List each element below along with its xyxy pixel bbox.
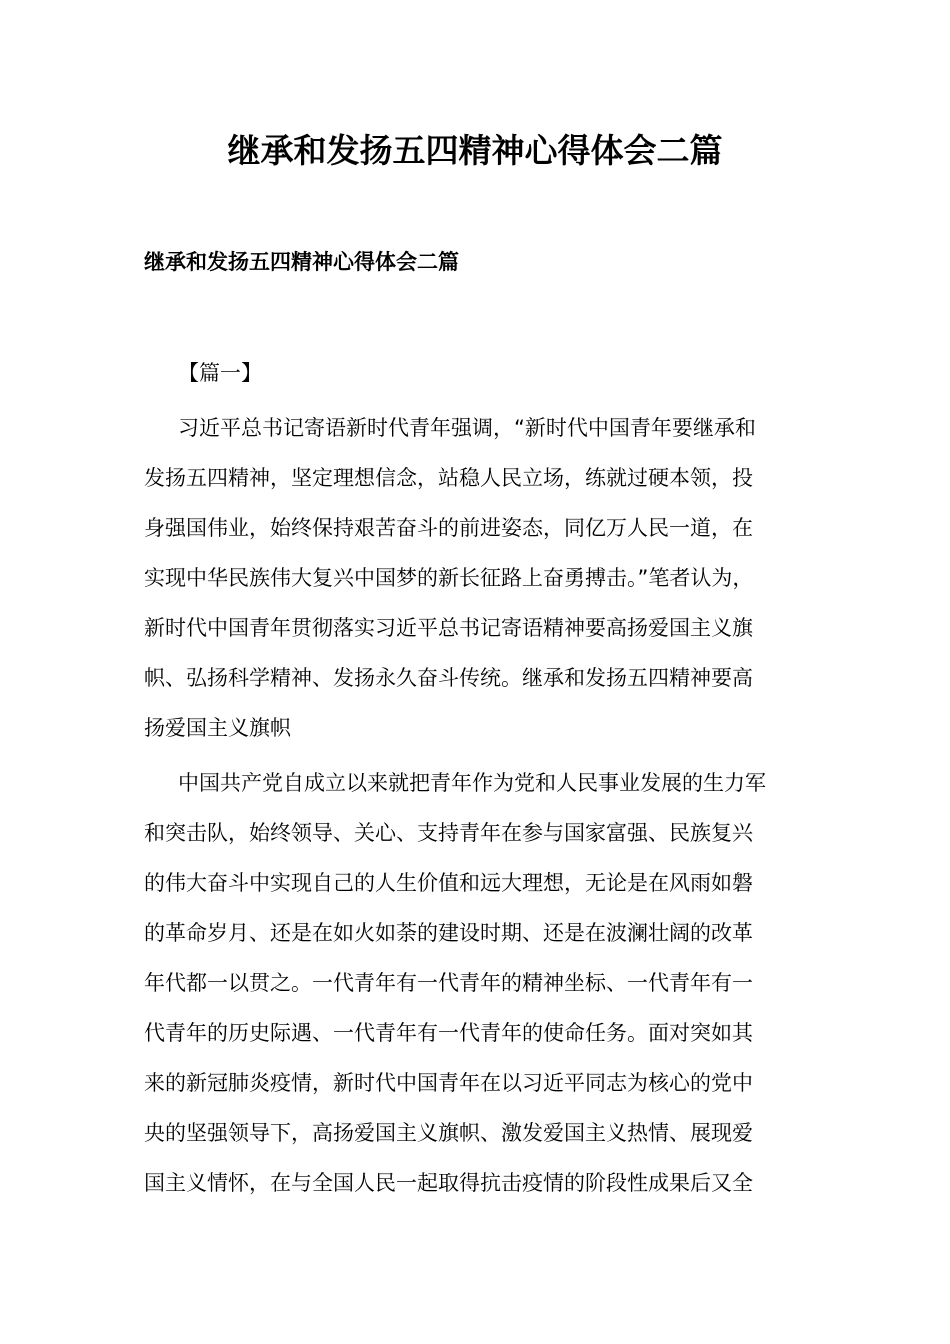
paragraph-2-line: 来的新冠肺炎疫情，新时代中国青年在以习近平同志为核心的党中 [144,1071,753,1095]
paragraph-2-line: 中国共产党自成立以来就把青年作为党和人民事业发展的生力军 [178,771,766,795]
paragraph-1-line: 实现中华民族伟大复兴中国梦的新长征路上奋勇搏击。”笔者认为， [144,566,754,590]
paragraph-2-line: 央的坚强领导下，高扬爱国主义旗帜、激发爱国主义热情、展现爱 [144,1121,753,1145]
section-label: 【篇一】 [178,361,262,385]
document-subtitle: 继承和发扬五四精神心得体会二篇 [144,250,459,274]
paragraph-2-line: 的伟大奋斗中实现自己的人生价值和远大理想，无论是在风雨如磐 [144,871,753,895]
paragraph-2-line: 和突击队，始终领导、关心、支持青年在参与国家富强、民族复兴 [144,821,753,845]
paragraph-1-line: 帜、弘扬科学精神、发扬永久奋斗传统。继承和发扬五四精神要高 [144,666,753,690]
paragraph-1-line: 发扬五四精神，坚定理想信念，站稳人民立场，练就过硬本领，投 [144,466,753,490]
document-title: 继承和发扬五四精神心得体会二篇 [227,131,723,170]
paragraph-1-line: 扬爱国主义旗帜 [144,716,291,740]
paragraph-1-line: 新时代中国青年贯彻落实习近平总书记寄语精神要高扬爱国主义旗 [144,616,753,640]
paragraph-1-line: 身强国伟业，始终保持艰苦奋斗的前进姿态，同亿万人民一道，在 [144,516,753,540]
paragraph-2-line: 年代都一以贯之。一代青年有一代青年的精神坐标、一代青年有一 [144,971,753,995]
paragraph-1-line: 习近平总书记寄语新时代青年强调，“新时代中国青年要继承和 [178,416,756,440]
paragraph-2-line: 国主义情怀，在与全国人民一起取得抗击疫情的阶段性成果后又全 [144,1171,753,1195]
paragraph-2-line: 代青年的历史际遇、一代青年有一代青年的使命任务。面对突如其 [144,1021,753,1045]
paragraph-2-line: 的革命岁月、还是在如火如荼的建设时期、还是在波澜壮阔的改革 [144,921,753,945]
